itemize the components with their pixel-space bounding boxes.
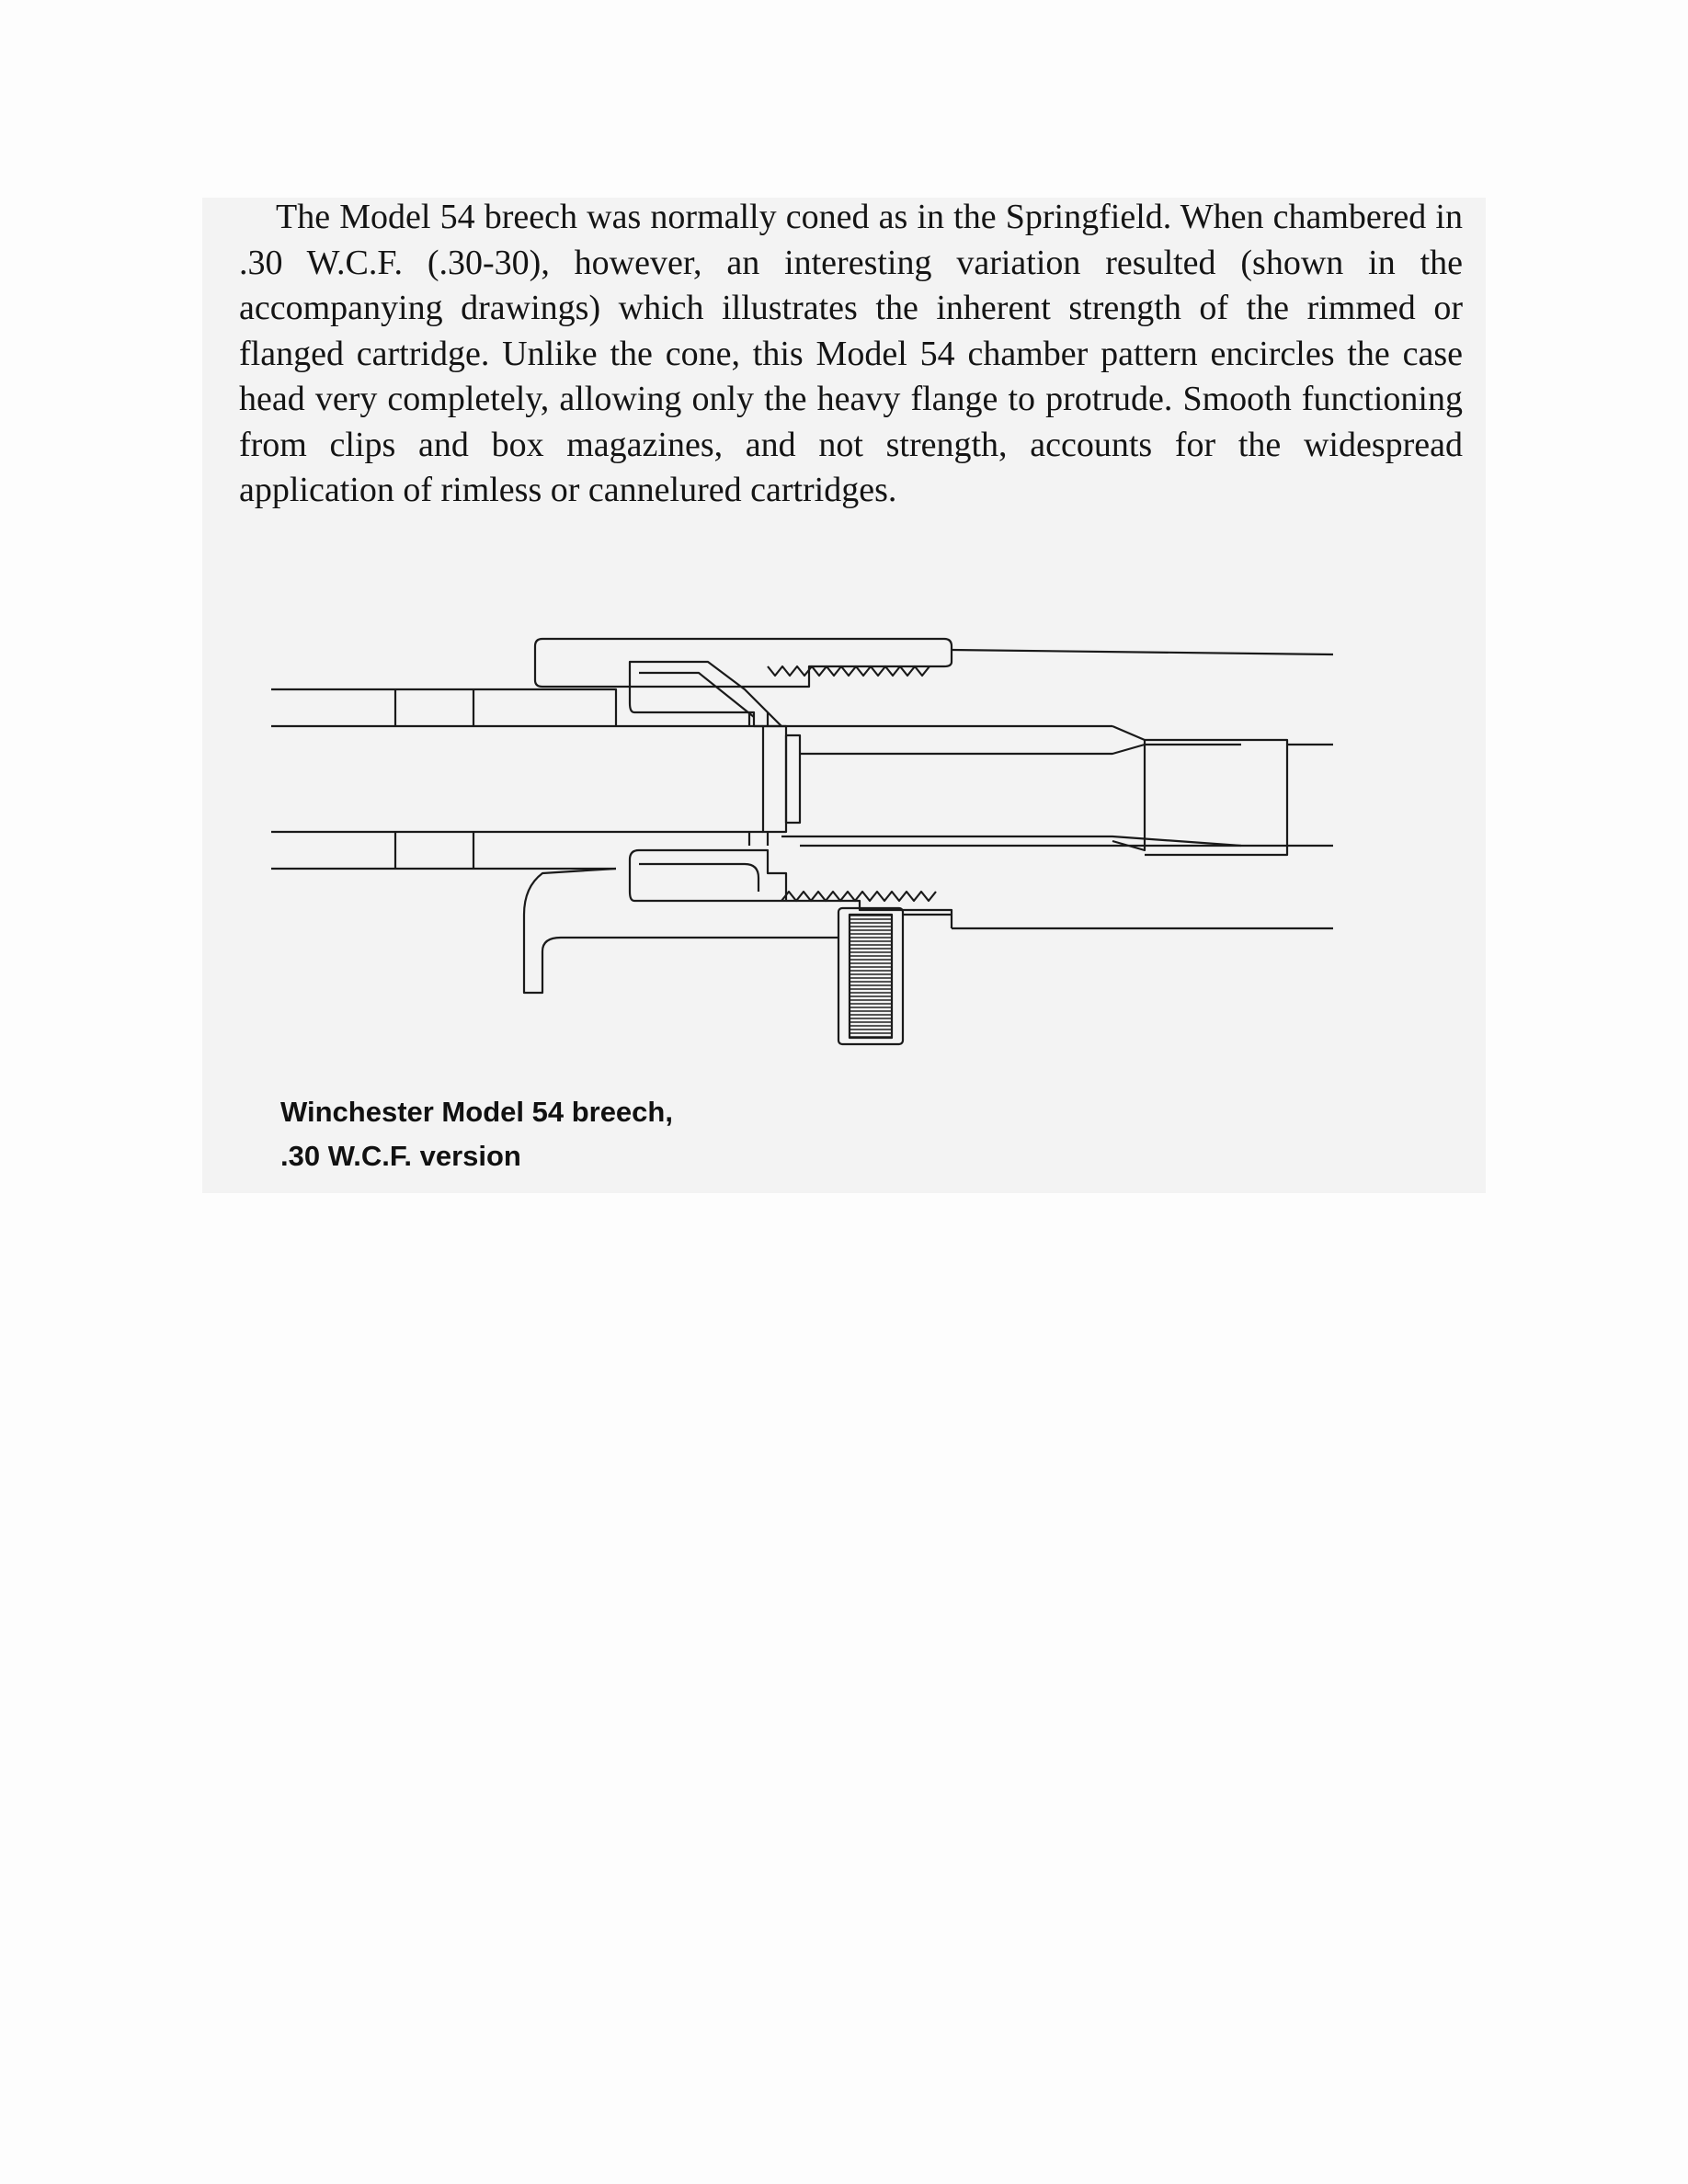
chamber-bottom bbox=[781, 836, 1333, 846]
figure-caption bbox=[280, 1090, 673, 1178]
bolt-seg-b bbox=[395, 832, 473, 869]
breech-drawing bbox=[267, 597, 1352, 1075]
case-rim bbox=[786, 735, 800, 823]
barrel-top-line bbox=[952, 650, 1333, 654]
case-neck bbox=[1145, 740, 1287, 855]
cartridge-case bbox=[800, 745, 1241, 846]
caption-line-2: .30 W.C.F. version bbox=[280, 1140, 521, 1172]
knurled-nut-fill bbox=[850, 915, 892, 1038]
bolt-seg-a bbox=[395, 689, 473, 726]
lower-lug-inner bbox=[639, 864, 758, 892]
extractor-bottom bbox=[749, 832, 768, 846]
lower-lug bbox=[630, 850, 786, 901]
body-paragraph: The Model 54 breech was normally coned as in the Springfield. When chambered in .30 W.C.F. (.30-30), however, an interesting variation resulted (shown in the accompanying drawings) which illustrates the inherent strength of the rimmed or flanged cartridge. Unlike the cone, this Model 54 chamber pattern encircles the case head very completely, allowing only the heavy flange to protrude. Smooth functioning from clips and box magazines, and not strength, accounts for the widespread application of rimless or cannelured cartridges. bbox=[239, 198, 1463, 509]
sear bbox=[524, 869, 838, 993]
threads-top bbox=[768, 666, 930, 676]
bolt-line-5 bbox=[368, 689, 616, 726]
case-head bbox=[763, 726, 786, 832]
caption-line-1: Winchester Model 54 breech, bbox=[280, 1096, 673, 1128]
case-shoulder bbox=[1112, 726, 1145, 850]
receiver-ring-top bbox=[535, 639, 952, 687]
upper-lug bbox=[630, 662, 781, 726]
threads-bottom bbox=[781, 892, 936, 901]
upper-lug-inner bbox=[639, 673, 754, 717]
